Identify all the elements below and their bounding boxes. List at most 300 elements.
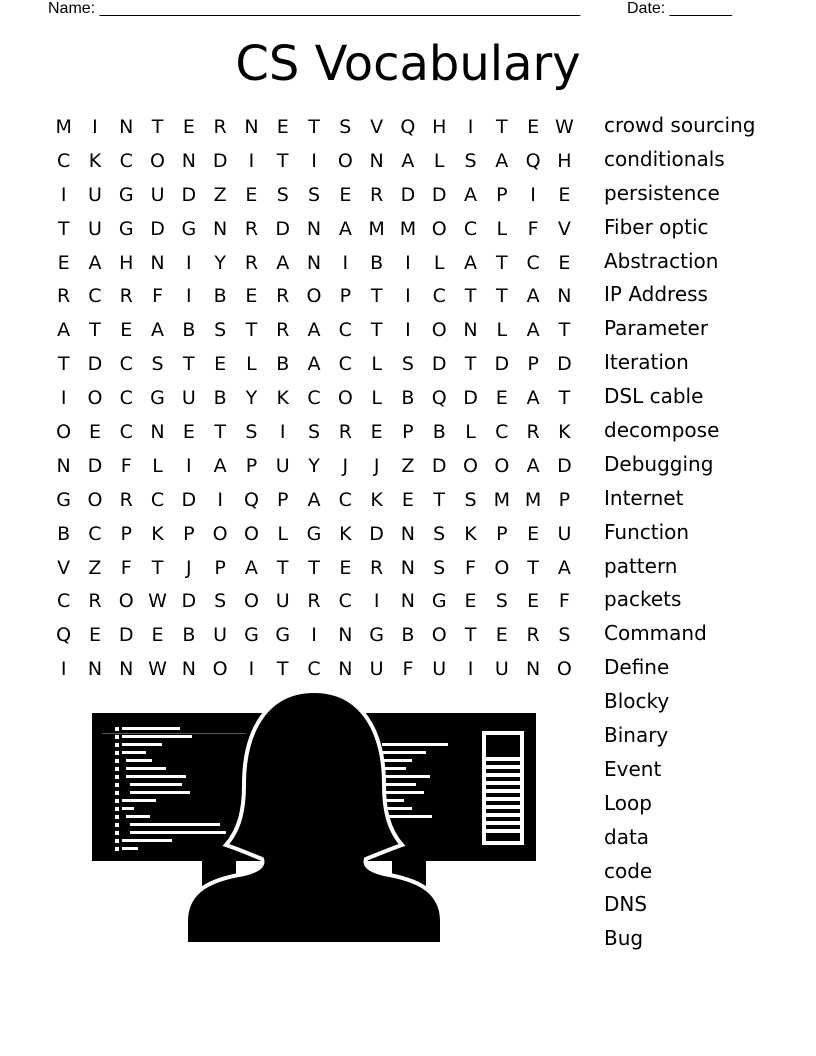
grid-cell: D <box>431 183 447 206</box>
grid-cell: V <box>57 556 71 579</box>
word-list-item: Command <box>604 621 707 646</box>
grid-cell: S <box>276 183 289 206</box>
grid-cell: O <box>337 387 353 410</box>
grid-cell: A <box>401 149 415 172</box>
grid-cell: E <box>527 116 540 138</box>
grid-cell: E <box>88 421 101 444</box>
grid-cell: M <box>524 488 542 511</box>
word-list-item: Loop <box>604 790 652 815</box>
grid-cell: R <box>213 116 227 138</box>
grid-cell: I <box>405 285 411 308</box>
word-list-item: Define <box>604 655 670 680</box>
grid-cell: D <box>275 217 291 240</box>
grid-cell: U <box>557 522 572 545</box>
grid-cell: O <box>56 421 72 444</box>
grid-cell: R <box>307 590 321 613</box>
grid-cell: E <box>245 183 258 206</box>
grid-cell: N <box>150 421 165 444</box>
grid-cell: B <box>370 251 384 274</box>
grid-cell: T <box>370 285 383 308</box>
word-list-item: Function <box>604 519 690 544</box>
grid-cell: B <box>401 624 415 647</box>
grid-cell: C <box>463 217 478 240</box>
grid-cell: R <box>370 183 384 206</box>
grid-cell: P <box>339 285 352 308</box>
grid-cell: R <box>244 251 259 274</box>
grid-cell: C <box>432 285 446 308</box>
word-list-item: DNS <box>604 892 648 917</box>
word-list <box>604 112 755 959</box>
grid-cell: E <box>214 353 227 376</box>
word-list-item: code <box>604 858 653 883</box>
grid-cell: I <box>279 421 286 444</box>
grid-cell: T <box>433 488 446 511</box>
grid-cell: C <box>338 488 352 511</box>
grid-cell: L <box>496 319 508 342</box>
grid-cell: F <box>120 556 132 579</box>
grid-cell: D <box>557 353 572 376</box>
grid-cell: L <box>277 522 289 545</box>
word-list-item: IP Address <box>604 282 708 307</box>
grid-cell: K <box>276 387 289 410</box>
grid-cell: W <box>148 590 167 613</box>
grid-cell: N <box>400 522 416 545</box>
grid-cell: E <box>182 116 195 138</box>
grid-cell: O <box>150 149 166 172</box>
grid-cell: N <box>244 116 259 138</box>
grid-cell: S <box>401 353 414 376</box>
grid-cell: I <box>311 624 317 647</box>
grid-cell: P <box>245 454 258 477</box>
grid-cell: A <box>526 319 540 342</box>
grid-cell: W <box>555 116 574 138</box>
word-list-item: Fiber optic <box>604 214 709 239</box>
grid-cell: C <box>307 658 321 681</box>
grid-cell: B <box>182 319 196 342</box>
grid-cell: N <box>369 149 384 172</box>
grid-cell: G <box>150 387 165 410</box>
grid-cell: S <box>214 319 227 342</box>
grid-cell: L <box>433 149 445 172</box>
grid-cell: T <box>276 658 289 681</box>
grid-cell: N <box>400 556 416 579</box>
grid-cell: O <box>212 522 228 545</box>
grid-cell: G <box>118 217 134 240</box>
grid-cell: N <box>213 217 228 240</box>
grid-cell: N <box>338 658 353 681</box>
grid-cell: N <box>400 590 416 613</box>
grid-cell: B <box>182 624 196 647</box>
grid-cell: N <box>181 658 196 681</box>
grid-cell: S <box>339 116 352 138</box>
grid-cell: R <box>119 285 133 308</box>
grid-cell: T <box>276 556 289 579</box>
grid-cell: I <box>467 116 474 138</box>
word-list-item: Blocky <box>604 689 670 714</box>
grid-cell: O <box>243 522 259 545</box>
grid-cell: A <box>464 183 477 206</box>
grid-cell: T <box>496 116 508 138</box>
grid-cell: R <box>338 421 352 444</box>
grid-cell: I <box>373 590 380 613</box>
grid-cell: P <box>558 488 571 511</box>
grid-cell: F <box>527 217 539 240</box>
grid-cell: D <box>181 590 197 613</box>
grid-cell: A <box>526 285 540 308</box>
grid-cell: D <box>87 454 103 477</box>
grid-cell: U <box>181 387 196 410</box>
grid-cell: S <box>464 149 477 172</box>
grid-cell: D <box>369 522 384 545</box>
page-title: CS Vocabulary <box>235 36 581 92</box>
grid-cell: C <box>150 488 165 511</box>
grid-cell: S <box>151 353 164 376</box>
grid-cell: I <box>186 285 192 308</box>
grid-cell: A <box>213 454 227 477</box>
grid-cell: N <box>557 285 572 308</box>
grid-cell: A <box>307 353 321 376</box>
grid-cell: C <box>57 590 71 613</box>
word-search-grid <box>48 114 580 690</box>
word-list-item: Abstraction <box>604 248 719 273</box>
grid-cell: L <box>152 454 163 477</box>
grid-cell: U <box>87 183 102 206</box>
grid-cell: Z <box>213 183 227 206</box>
grid-cell: T <box>57 217 70 240</box>
grid-cell: V <box>557 217 571 240</box>
grid-cell: F <box>120 454 132 477</box>
grid-cell: V <box>370 116 384 138</box>
grid-cell: A <box>276 251 290 274</box>
grid-cell: U <box>150 183 165 206</box>
grid-cell: L <box>496 217 508 240</box>
grid-cell: A <box>557 556 571 579</box>
grid-cell: Q <box>243 488 259 511</box>
grid-cell: O <box>243 590 259 613</box>
grid-cell: K <box>464 522 477 545</box>
grid-cell: N <box>119 116 134 138</box>
word-list-item: Binary <box>604 723 669 748</box>
grid-cell: D <box>400 183 416 206</box>
grid-cell: D <box>494 353 510 376</box>
grid-cell: T <box>464 353 477 376</box>
grid-cell: B <box>401 387 415 410</box>
grid-cell: N <box>150 251 165 274</box>
grid-cell: L <box>246 353 257 376</box>
grid-cell: T <box>183 353 195 376</box>
grid-cell: R <box>276 319 290 342</box>
grid-cell: I <box>405 251 411 274</box>
grid-cell: T <box>151 556 164 579</box>
grid-cell: I <box>92 116 98 138</box>
grid-cell: I <box>248 149 255 172</box>
grid-cell: B <box>57 522 71 545</box>
grid-cell: E <box>182 421 195 444</box>
grid-cell: E <box>558 183 571 206</box>
grid-cell: C <box>338 590 352 613</box>
grid-cell: T <box>558 319 571 342</box>
grid-cell: P <box>496 522 508 545</box>
grid-cell: O <box>87 387 103 410</box>
grid-cell: Q <box>56 624 72 647</box>
grid-cell: D <box>431 454 447 477</box>
grid-cell: D <box>181 183 197 206</box>
grid-cell: E <box>495 624 508 647</box>
grid-cell: A <box>526 454 540 477</box>
grid-cell: R <box>370 556 384 579</box>
word-list-item: conditionals <box>604 146 725 171</box>
grid-cell: N <box>181 149 196 172</box>
grid-cell: F <box>465 556 476 579</box>
grid-cell: E <box>57 251 70 274</box>
grid-cell: M <box>493 488 510 511</box>
grid-cell: A <box>338 217 352 240</box>
grid-cell: Q <box>400 116 416 138</box>
grid-cell: J <box>373 454 380 477</box>
grid-cell: K <box>88 149 102 172</box>
grid-cell: G <box>369 624 384 647</box>
grid-cell: O <box>463 454 478 477</box>
grid-cell: S <box>495 590 508 613</box>
grid-cell: E <box>401 488 414 511</box>
grid-cell: O <box>556 658 572 681</box>
grid-cell: I <box>60 387 67 410</box>
grid-cell: H <box>119 251 134 274</box>
grid-cell: W <box>148 658 167 681</box>
grid-cell: I <box>467 658 474 681</box>
grid-cell: C <box>57 149 71 172</box>
grid-cell: T <box>151 116 164 138</box>
word-list-item: Internet <box>604 485 684 510</box>
word-list-item: packets <box>604 587 682 612</box>
word-list-item: Bug <box>604 926 644 951</box>
grid-cell: U <box>275 590 290 613</box>
grid-cell: N <box>463 319 478 342</box>
grid-cell: T <box>214 421 226 444</box>
grid-cell: P <box>214 556 226 579</box>
grid-cell: U <box>275 454 290 477</box>
grid-cell: R <box>88 590 102 613</box>
grid-cell: T <box>370 319 383 342</box>
grid-cell: G <box>56 488 72 511</box>
grid-cell: R <box>244 217 259 240</box>
grid-cell: Z <box>401 454 415 477</box>
grid-cell: I <box>405 319 411 342</box>
grid-cell: T <box>276 149 289 172</box>
grid-cell: P <box>527 353 539 376</box>
grid-cell: E <box>88 624 101 647</box>
grid-cell: O <box>431 217 447 240</box>
grid-cell: G <box>118 183 134 206</box>
grid-cell: C <box>338 319 352 342</box>
grid-cell: C <box>119 353 133 376</box>
grid-cell: I <box>186 251 192 274</box>
grid-cell: N <box>338 624 353 647</box>
grid-cell: S <box>307 421 321 444</box>
grid-cell: K <box>558 421 571 444</box>
word-list-item: crowd sourcing <box>604 113 756 137</box>
word-list-item: Debugging <box>604 451 714 476</box>
grid-cell: N <box>56 454 71 477</box>
grid-cell: L <box>371 387 382 410</box>
grid-cell: S <box>464 488 477 511</box>
grid-cell: E <box>245 285 258 308</box>
grid-cell: J <box>342 454 349 477</box>
grid-cell: E <box>495 387 508 410</box>
grid-cell: Y <box>308 454 320 477</box>
grid-cell: E <box>339 183 352 206</box>
grid-cell: A <box>307 488 321 511</box>
grid-cell: S <box>245 421 258 444</box>
grid-cell: A <box>244 556 258 579</box>
grid-cell: S <box>433 522 446 545</box>
grid-cell: T <box>464 624 477 647</box>
grid-cell: B <box>432 421 446 444</box>
grid-cell: Y <box>214 251 226 274</box>
grid-cell: D <box>212 149 228 172</box>
grid-cell: D <box>118 624 134 647</box>
grid-cell: A <box>464 251 477 274</box>
grid-cell: O <box>212 658 228 681</box>
word-list-item: Iteration <box>604 350 689 375</box>
grid-cell: Y <box>245 387 258 410</box>
grid-cell: N <box>525 658 541 681</box>
grid-cell: I <box>311 149 317 172</box>
grid-cell: T <box>57 353 70 376</box>
grid-cell: G <box>244 624 259 647</box>
grid-cell: G <box>431 590 447 613</box>
grid-cell: O <box>494 556 510 579</box>
grid-cell: E <box>276 116 289 138</box>
grid-cell: L <box>371 353 382 376</box>
grid-cell: A <box>526 387 540 410</box>
grid-cell: E <box>527 522 540 545</box>
grid-cell: A <box>151 319 165 342</box>
grid-cell: P <box>496 183 508 206</box>
grid-cell: T <box>558 387 571 410</box>
grid-cell: I <box>186 454 192 477</box>
grid-cell: G <box>306 522 322 545</box>
grid-cell: G <box>181 217 197 240</box>
word-list-item: DSL cable <box>604 384 704 409</box>
grid-cell: O <box>431 319 447 342</box>
grid-cell: I <box>342 251 349 274</box>
grid-cell: S <box>558 624 571 647</box>
grid-cell: T <box>527 556 539 579</box>
grid-cell: T <box>464 285 477 308</box>
grid-cell: Q <box>525 149 541 172</box>
grid-cell: A <box>88 251 102 274</box>
grid-cell: I <box>60 183 67 206</box>
grid-cell: R <box>526 624 540 647</box>
grid-cell: R <box>57 285 71 308</box>
word-list-item: decompose <box>604 418 720 443</box>
grid-cell: H <box>432 116 447 138</box>
grid-cell: U <box>369 658 384 681</box>
grid-cell: E <box>370 421 383 444</box>
date-field-label: Date: _______ <box>627 0 732 17</box>
grid-cell: P <box>276 488 289 511</box>
grid-cell: F <box>402 658 414 681</box>
grid-cell: K <box>370 488 383 511</box>
grid-cell: C <box>495 421 509 444</box>
grid-cell: Z <box>88 556 102 579</box>
grid-cell: E <box>527 590 540 613</box>
grid-cell: K <box>339 522 352 545</box>
grid-cell: E <box>339 556 352 579</box>
name-field-label: Name: ______________________________________________________ <box>48 0 581 17</box>
grid-cell: E <box>120 319 133 342</box>
grid-cell: D <box>181 488 197 511</box>
grid-cell: O <box>87 488 103 511</box>
scroll-panel <box>482 731 524 845</box>
grid-cell: B <box>213 387 227 410</box>
grid-cell: P <box>120 522 132 545</box>
grid-cell: C <box>119 387 133 410</box>
grid-cell: G <box>275 624 291 647</box>
grid-cell: M <box>399 217 417 240</box>
grid-cell: I <box>248 658 255 681</box>
grid-cell: L <box>433 251 445 274</box>
grid-cell: Q <box>431 387 447 410</box>
grid-cell: U <box>87 217 102 240</box>
grid-cell: F <box>152 285 163 308</box>
grid-cell: O <box>306 285 322 308</box>
grid-cell: O <box>494 454 510 477</box>
grid-cell: O <box>431 624 447 647</box>
grid-cell: T <box>308 556 320 579</box>
grid-cell: T <box>89 319 101 342</box>
grid-cell: E <box>151 624 164 647</box>
grid-cell: C <box>119 149 133 172</box>
grid-cell: E <box>558 251 571 274</box>
grid-cell: I <box>60 658 67 681</box>
grid-cell: C <box>88 285 102 308</box>
grid-cell: B <box>213 285 227 308</box>
grid-cell: D <box>463 387 478 410</box>
word-list-item: Event <box>604 756 662 781</box>
grid-cell: M <box>55 116 72 138</box>
grid-cell: C <box>307 387 321 410</box>
grid-cell: N <box>306 251 322 274</box>
grid-cell: U <box>494 658 509 681</box>
grid-cell: D <box>87 353 103 376</box>
grid-cell: U <box>432 658 447 681</box>
word-list-item: persistence <box>604 180 720 205</box>
grid-cell: C <box>119 421 133 444</box>
grid-cell: F <box>558 590 570 613</box>
word-list-item: pattern <box>604 553 678 578</box>
grid-cell: S <box>307 183 321 206</box>
grid-cell: A <box>495 149 509 172</box>
word-list-item: Parameter <box>604 316 709 341</box>
grid-cell: D <box>150 217 165 240</box>
grid-cell: P <box>402 421 414 444</box>
grid-cell: O <box>337 149 353 172</box>
grid-cell: N <box>119 658 134 681</box>
grid-cell: P <box>183 522 195 545</box>
grid-cell: U <box>213 624 228 647</box>
grid-cell: R <box>276 285 290 308</box>
grid-cell: R <box>119 488 133 511</box>
grid-cell: O <box>118 590 134 613</box>
grid-cell: T <box>245 319 258 342</box>
grid-cell: H <box>557 149 572 172</box>
grid-cell: K <box>151 522 164 545</box>
grid-cell: D <box>557 454 572 477</box>
grid-cell: D <box>431 353 447 376</box>
grid-cell: N <box>87 658 103 681</box>
